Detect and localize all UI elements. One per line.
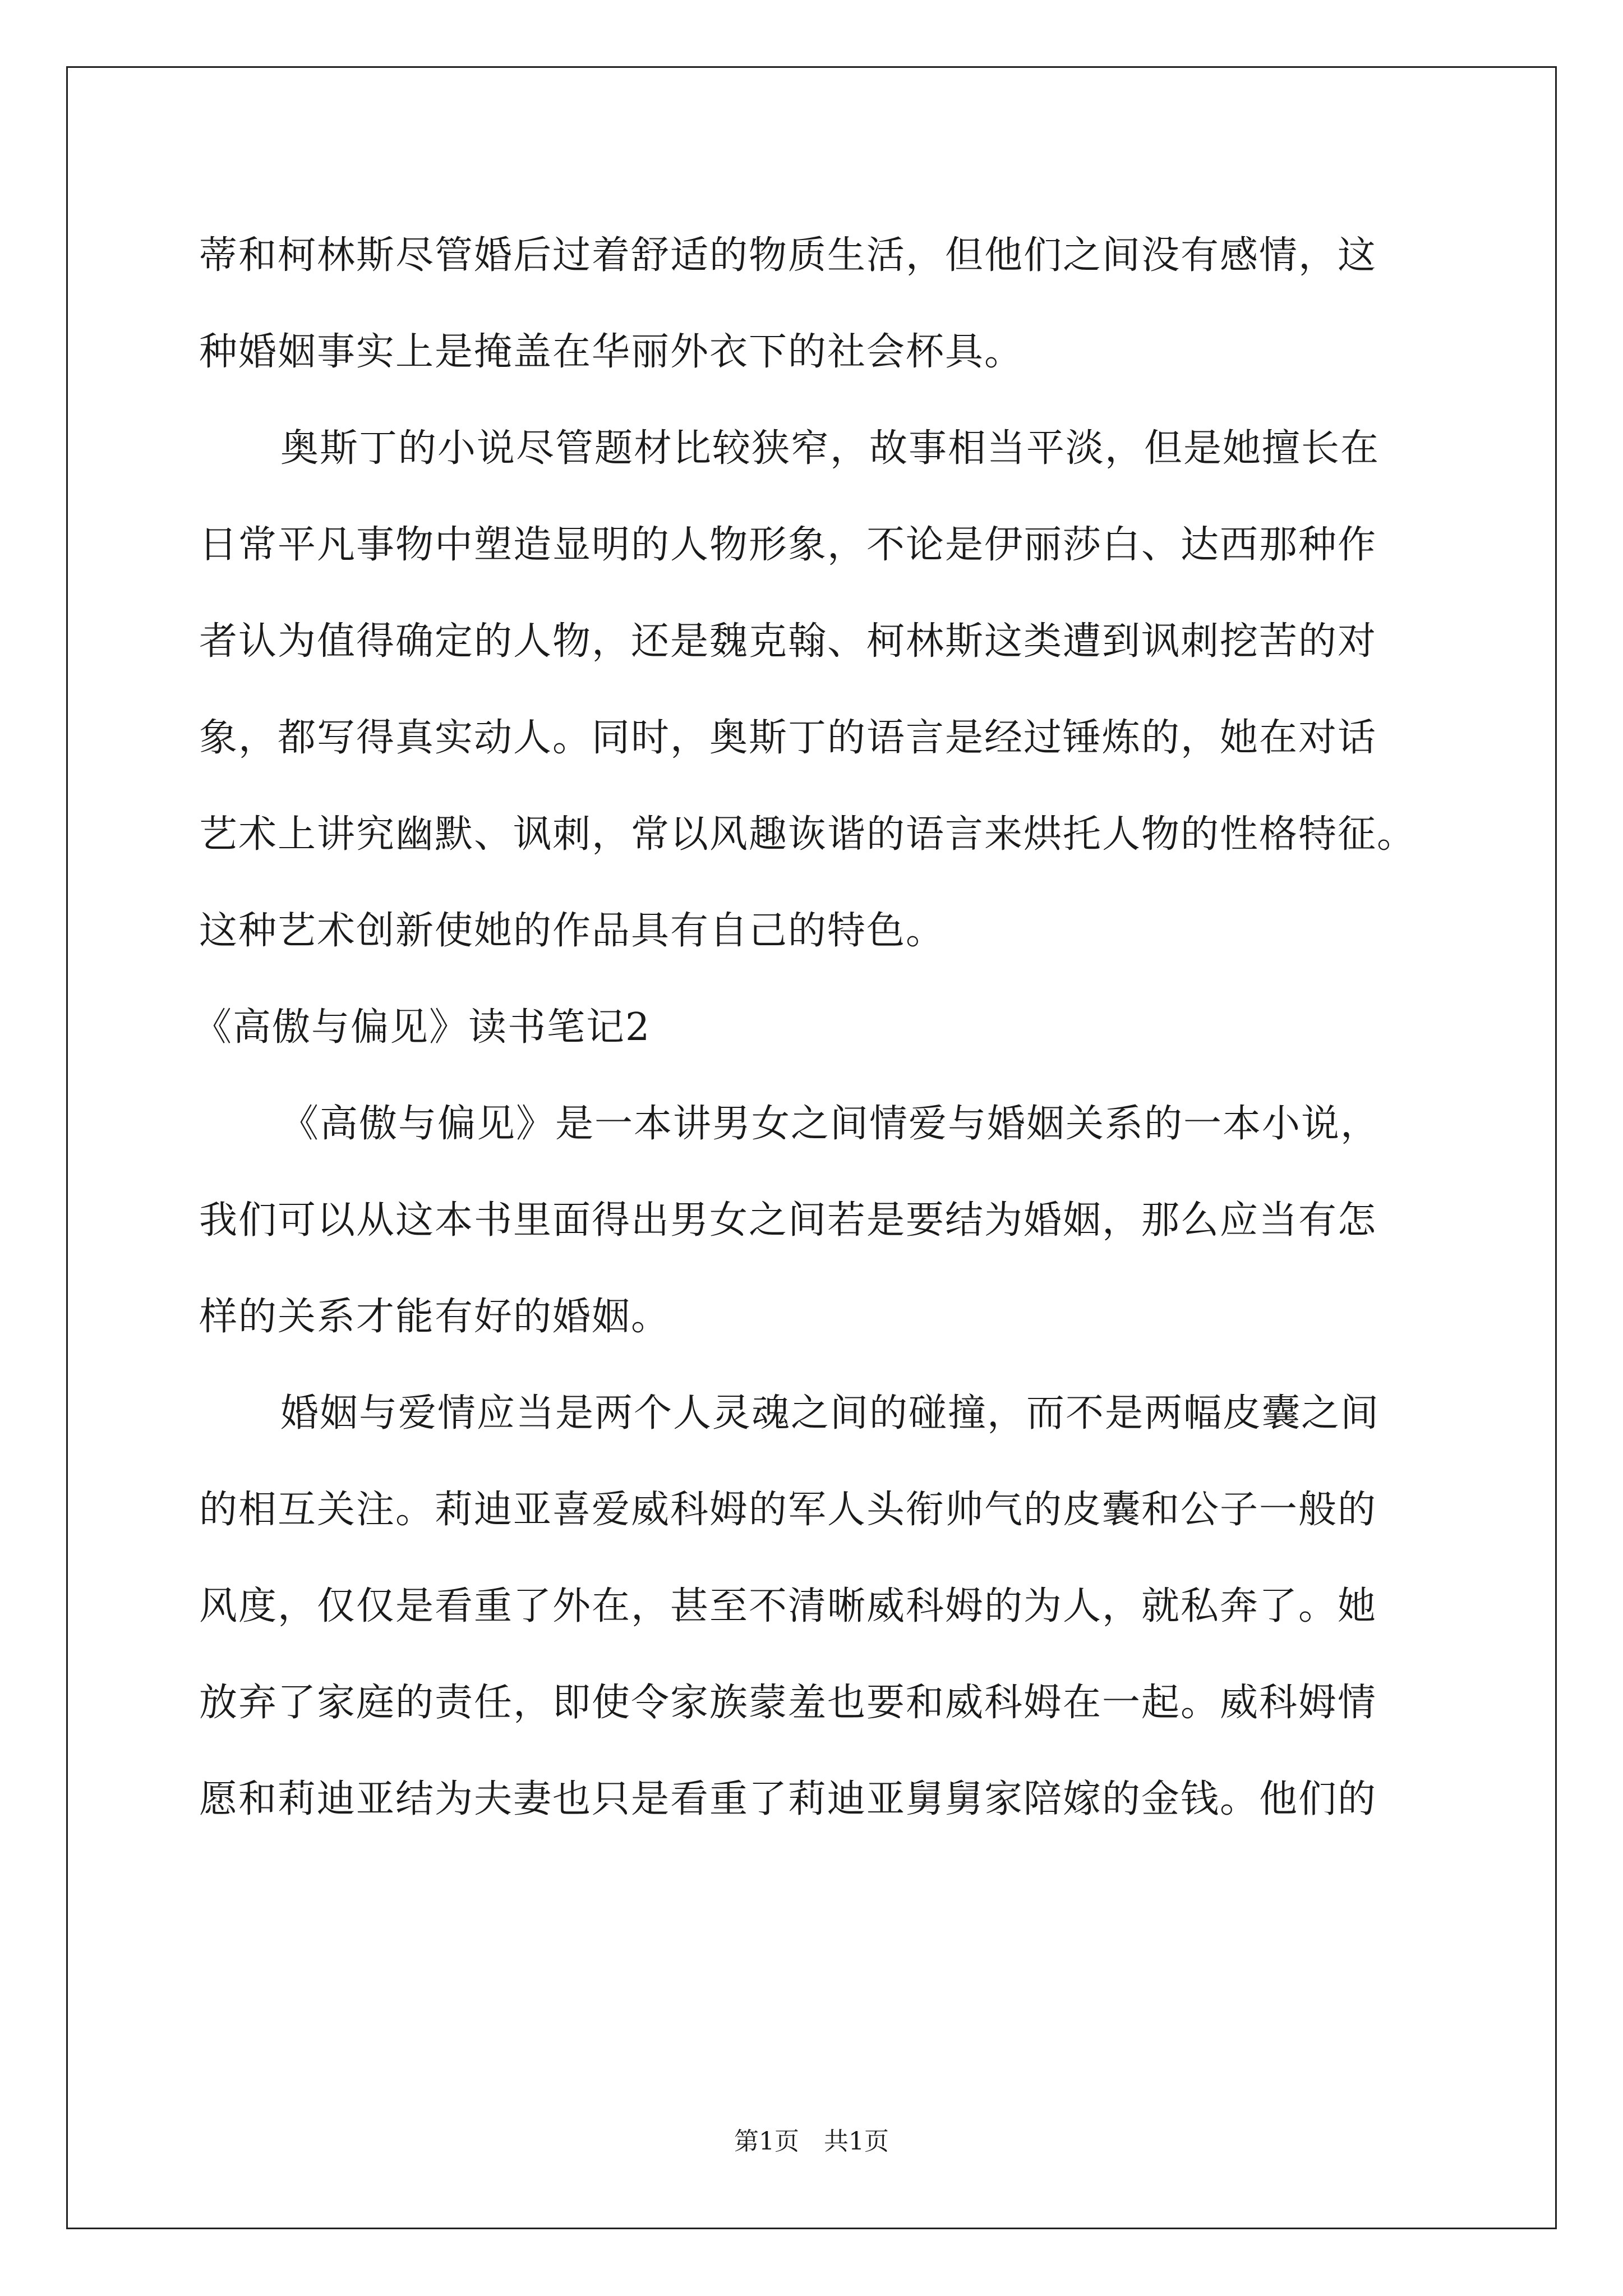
text-line: 象，都写得真实动人。同时，奥斯丁的语言是经过锤炼的，她在对话 (199, 716, 1377, 760)
text-line: 风度，仅仅是看重了外在，甚至不清晰威科姆的为人，就私奔了。她 (199, 1584, 1377, 1628)
text-line: 艺术上讲究幽默、讽刺，常以风趣诙谐的语言来烘托人物的性格特征。 (199, 812, 1417, 857)
text-line: 者认为值得确定的人物，还是魏克翰、柯林斯这类遭到讽刺挖苦的对 (199, 619, 1377, 664)
text-line: 的相互关注。莉迪亚喜爱威科姆的军人头衔帅气的皮囊和公子一般的 (199, 1488, 1377, 1532)
text-line: 愿和莉迪亚结为夫妻也只是看重了莉迪亚舅舅家陪嫁的金钱。他们的 (199, 1777, 1377, 1821)
paragraph-start-line: 《高傲与偏见》是一本讲男女之间情爱与婚姻关系的一本小说， (280, 1102, 1380, 1146)
text-line: 这种艺术创新使她的作品具有自己的特色。 (199, 909, 946, 953)
document-body (193, 208, 1422, 1848)
text-line: 放弃了家庭的责任，即使令家族蒙羞也要和威科姆在一起。威科姆情 (199, 1681, 1377, 1725)
text-line: 日常平凡事物中塑造显明的人物形象，不论是伊丽莎白、达西那种作 (199, 523, 1377, 567)
section-heading: 《高傲与偏见》读书笔记2 (193, 1005, 651, 1050)
text-line: 我们可以从这本书里面得出男女之间若是要结为婚姻，那么应当有怎 (199, 1198, 1377, 1243)
text-line: 种婚姻事实上是掩盖在华丽外衣下的社会杯具。 (199, 330, 1024, 374)
paragraph-start-line: 婚姻与爱情应当是两个人灵魂之间的碰撞，而不是两幅皮囊之间 (280, 1391, 1380, 1435)
text-line: 蒂和柯林斯尽管婚后过着舒适的物质生活，但他们之间没有感情，这 (199, 233, 1377, 278)
text-line: 样的关系才能有好的婚姻。 (199, 1295, 671, 1339)
page-number-footer: 第1页 共1页 (734, 2127, 889, 2156)
paragraph-start-line: 奥斯丁的小说尽管题材比较狭窄，故事相当平淡，但是她擅长在 (280, 426, 1380, 471)
